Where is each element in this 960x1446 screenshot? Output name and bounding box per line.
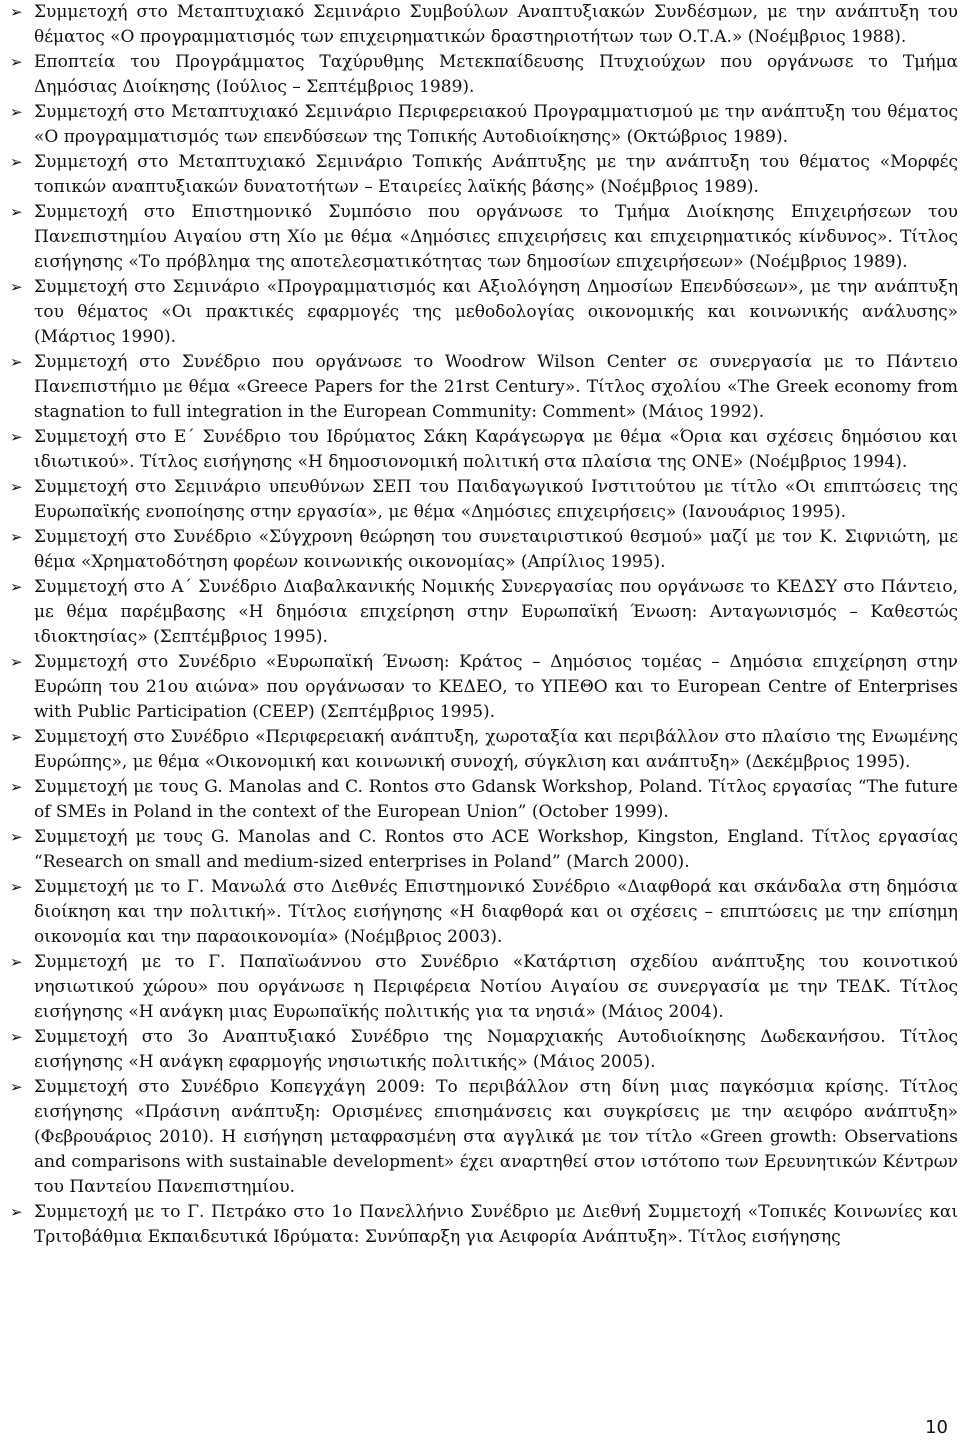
arrow-bullet-icon: ➢ [10,278,23,296]
list-item [10,650,958,725]
list-item-text: Συμμετοχή στο Επιστημονικό Συμπόσιο που οργάνωσε το Τμήμα Διοίκησης Επιχειρήσεων του Πανεπιστημίου Αιγαίου στη Χίο με θέμα «Δημόσιες επιχειρήσεις και επιχειρηματικός κίνδυνος». Τίτλος εισήγησης «Το πρόβλημα της αποτελεσματικότητας των δημοσίων επιχειρήσεων» (Νοέμβριος 1989). [34,202,958,272]
arrow-bullet-icon: ➢ [10,1078,23,1096]
arrow-bullet-icon: ➢ [10,528,23,546]
list-item [10,525,958,575]
arrow-bullet-icon: ➢ [10,103,23,121]
list-item-text: Συμμετοχή με τους G. Manolas and C. Rontos στο Gdansk Workshop, Poland. Τίτλος εργασίας “The future of SMEs in Poland in the context of the European Union” (October 1999). [34,777,958,822]
list-item-text: Συμμετοχή στο Συνέδριο «Περιφερειακή ανάπτυξη, χωροταξία και περιβάλλον στο πλαίσιο της Ενωμένης Ευρώπης», με θέμα «Οικονομική και κοινωνική συνοχή, σύγκλιση και ανάπτυξη» (Δεκέμβριος 1995). [34,727,958,772]
list-item-text: Συμμετοχή στο 3ο Αναπτυξιακό Συνέδριο της Νομαρχιακής Αυτοδιοίκησης Δωδεκανήσου. Τίτλος εισήγησης «Η ανάγκη εφαρμογής νησιωτικής πολιτικής» (Μάιος 2005). [34,1027,958,1072]
list-item-text: Συμμετοχή στο Α΄ Συνέδριο Διαβαλκανικής Νομικής Συνεργασίας που οργάνωσε το ΚΕΔΣΥ στο Πάντειο, με θέμα παρέμβασης «Η δημόσια επιχείρηση στην Ευρωπαϊκή Ένωση: Ανταγωνισμός – Καθεστώς ιδιοκτησίας» (Σεπτέμβριος 1995). [34,577,958,647]
arrow-bullet-icon: ➢ [10,953,23,971]
list-item [10,950,958,1025]
list-item [10,1025,958,1075]
arrow-bullet-icon: ➢ [10,203,23,221]
arrow-bullet-icon: ➢ [10,653,23,671]
list-item [10,0,958,50]
arrow-bullet-icon: ➢ [10,53,23,71]
arrow-bullet-icon: ➢ [10,3,23,21]
list-item-text: Συμμετοχή στο Σεμινάριο «Προγραμματισμός και Αξιολόγηση Δημοσίων Επενδύσεων», με την ανάπτυξη του θέματος «Οι πρακτικές εφαρμογές της μεθοδολογίας οικονομικής και κοινωνικής ανάλυσης» (Μάρτιος 1990). [34,277,958,347]
list-item-text: Συμμετοχή στο Μεταπτυχιακό Σεμινάριο Περιφερειακού Προγραμματισμού με την ανάπτυξη του θέματος «Ο προγραμματισμός των επενδύσεων της Τοπικής Αυτοδιοίκησης» (Οκτώβριος 1989). [34,102,958,147]
list-item [10,425,958,475]
page-number: 10 [925,1417,948,1438]
list-item-text: Συμμετοχή στο Συνέδριο «Ευρωπαϊκή Ένωση: Κράτος – Δημόσιος τομέας – Δημόσια επιχείρηση στην Ευρώπη του 21ου αιώνα» που οργάνωσαν το ΚΕΔΕΟ, το ΥΠΕΘΟ και το European Centre of Enterprises with Public Participation (CEEP) (Σεπτέμβριος 1995). [34,652,958,722]
list-item-text: Συμμετοχή στο Συνέδριο «Σύγχρονη θεώρηση του συνεταιριστικού θεσμού» μαζί με τον Κ. Σιφνιώτη, με θέμα «Χρηματοδότηση φορέων κοινωνικής οικονομίας» (Απρίλιος 1995). [34,527,958,572]
list-item [10,575,958,650]
list-item-text: Εποπτεία του Προγράμματος Ταχύρυθμης Μετεκπαίδευσης Πτυχιούχων που οργάνωσε το Τμήμα Δημόσιας Διοίκησης (Ιούλιος – Σεπτέμβριος 1989). [34,52,958,97]
arrow-bullet-icon: ➢ [10,428,23,446]
arrow-bullet-icon: ➢ [10,778,23,796]
participation-list [10,0,958,1250]
list-item-text: Συμμετοχή με τους G. Manolas and C. Rontos στο ACE Workshop, Kingston, England. Τίτλος εργασίας “Research on small and medium-sized enterprises in Poland” (March 2000). [34,827,958,872]
list-item [10,725,958,775]
arrow-bullet-icon: ➢ [10,1028,23,1046]
list-item [10,875,958,950]
arrow-bullet-icon: ➢ [10,878,23,896]
list-item [10,275,958,350]
list-item-text: Συμμετοχή με το Γ. Μανωλά στο Διεθνές Επιστημονικό Συνέδριο «Διαφθορά και σκάνδαλα στη δημόσια διοίκηση και την πολιτική». Τίτλος εισήγησης «Η διαφθορά και οι σχέσεις – επιπτώσεις με την επίσημη οικονομία και την παραοικονομία» (Νοέμβριος 2003). [34,877,958,947]
arrow-bullet-icon: ➢ [10,478,23,496]
list-item [10,100,958,150]
arrow-bullet-icon: ➢ [10,578,23,596]
list-item [10,150,958,200]
list-item-text: Συμμετοχή με το Γ. Παπαϊωάννου στο Συνέδριο «Κατάρτιση σχεδίου ανάπτυξης του κοινοτικού νησιωτικού χώρου» που οργάνωσε η Περιφέρεια Νοτίου Αιγαίου σε συνεργασία με την ΤΕΔΚ. Τίτλος εισήγησης «Η ανάγκη μιας Ευρωπαϊκής πολιτικής για τα νησιά» (Μάιος 2004). [34,952,958,1022]
list-item-text: Συμμετοχή στο Μεταπτυχιακό Σεμινάριο Συμβούλων Αναπτυξιακών Συνδέσμων, με την ανάπτυξη του θέματος «Ο προγραμματισμός των επιχειρηματικών δραστηριοτήτων των Ο.Τ.Α.» (Νοέμβριος 1988). [34,2,958,47]
list-item [10,775,958,825]
list-item [10,50,958,100]
arrow-bullet-icon: ➢ [10,1203,23,1221]
arrow-bullet-icon: ➢ [10,353,23,371]
list-item-text: Συμμετοχή στο Ε΄ Συνέδριο του Ιδρύματος Σάκη Καράγεωργα με θέμα «Όρια και σχέσεις δημόσιου και ιδιωτικού». Τίτλος εισήγησης «Η δημοσιονομική πολιτική στα πλαίσια της ΟΝΕ» (Νοέμβριος 1994). [34,427,958,472]
list-item [10,475,958,525]
list-item-text: Συμμετοχή στο Σεμινάριο υπευθύνων ΣΕΠ του Παιδαγωγικού Ινστιτούτου με τίτλο «Οι επιπτώσεις της Ευρωπαϊκής ενοποίησης στην εργασία», με θέμα «Δημόσιες επιχειρήσεις» (Ιανουάριος 1995). [34,477,958,522]
list-item [10,1200,958,1250]
list-item-text: Συμμετοχή στο Συνέδριο Κοπεγχάγη 2009: Το περιβάλλον στη δίνη μιας παγκόσμια κρίσης. Τίτλος εισήγησης «Πράσινη ανάπτυξη: Ορισμένες επισημάνσεις και συγκρίσεις με την αειφόρο ανάπτυξη» (Φεβρουάριος 2010). Η εισήγηση μεταφρασμένη στα αγγλικά με τον τίτλο «Green growth: Observations and comparisons with sustainable development» έχει αναρτηθεί στον ιστότοπο των Ερευνητικών Κέντρων του Παντείου Πανεπιστημίου. [34,1077,958,1197]
list-item [10,1075,958,1200]
list-item-text: Συμμετοχή στο Μεταπτυχιακό Σεμινάριο Τοπικής Ανάπτυξης με την ανάπτυξη του θέματος «Μορφές τοπικών αναπτυξιακών δυνατοτήτων – Εταιρείες λαϊκής βάσης» (Νοέμβριος 1989). [34,152,958,197]
list-item [10,200,958,275]
list-item [10,825,958,875]
arrow-bullet-icon: ➢ [10,153,23,171]
list-item-text: Συμμετοχή με το Γ. Πετράκο στο 1ο Πανελλήνιο Συνέδριο με Διεθνή Συμμετοχή «Τοπικές Κοινωνίες και Τριτοβάθμια Εκπαιδευτικά Ιδρύματα: Συνύπαρξη για Αειφορία Ανάπτυξη». Τίτλος εισήγησης [34,1202,958,1247]
arrow-bullet-icon: ➢ [10,828,23,846]
list-item-text: Συμμετοχή στο Συνέδριο που οργάνωσε το Woodrow Wilson Center σε συνεργασία με το Πάντειο Πανεπιστήμιο με θέμα «Greece Papers for the 21rst Century». Τίτλος σχολίου «The Greek economy from stagnation to full integration in the European Community: Comment» (Μάιος 1992). [34,352,958,422]
arrow-bullet-icon: ➢ [10,728,23,746]
list-item [10,350,958,425]
